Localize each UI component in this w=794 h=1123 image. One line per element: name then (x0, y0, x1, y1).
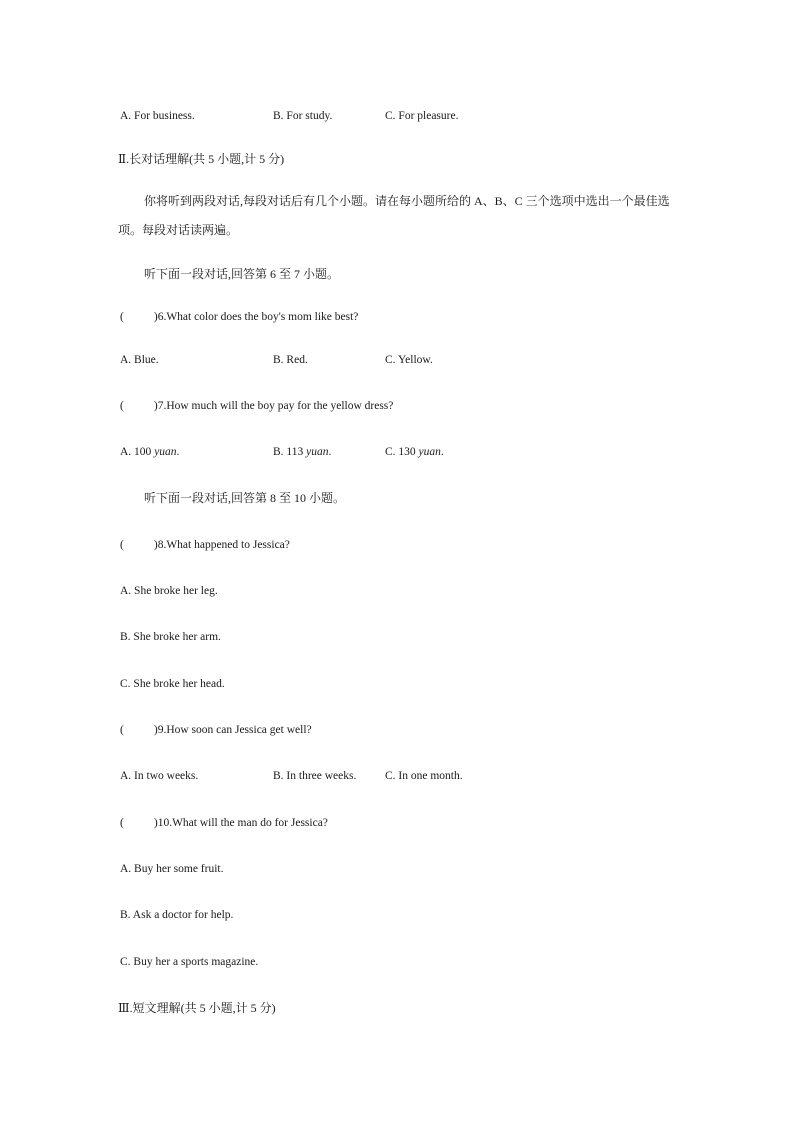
section3-heading: Ⅲ.短文理解(共 5 小题,计 5 分) (118, 1001, 276, 1015)
q5-option-c: C. For pleasure. (385, 110, 459, 122)
q9-option-c: C. In one month. (385, 770, 463, 782)
answer-paren-close: ) (153, 724, 158, 736)
q8-option-a: A. She broke her leg. (120, 585, 218, 597)
question-9-text: 9.How soon can Jessica get well? (157, 724, 312, 736)
q7-option-b-amount: B. 113 (273, 446, 307, 458)
q6-option-b: B. Red. (273, 354, 308, 366)
answer-paren-open: ( (120, 817, 124, 829)
answer-paren-open: ( (120, 539, 124, 551)
currency-unit: yuan (306, 446, 329, 458)
q5-option-b: B. For study. (273, 110, 333, 122)
answer-paren-open: ( (120, 400, 124, 412)
question-9 (120, 722, 312, 738)
q7-option-a-amount: A. 100 (120, 446, 155, 458)
q5-option-a: A. For business. (120, 110, 195, 122)
question-8 (120, 537, 290, 553)
q7-option-c (385, 444, 444, 460)
q7-option-a (120, 444, 179, 460)
q9-option-a: A. In two weeks. (120, 770, 199, 782)
answer-paren-close: ) (153, 311, 158, 323)
q10-option-a: A. Buy her some fruit. (120, 863, 224, 875)
q6-option-a: A. Blue. (120, 354, 159, 366)
q7-option-b (273, 444, 331, 460)
question-7-text: 7.How much will the boy pay for the yellow dress? (157, 400, 394, 412)
q7-option-c-period: . (440, 446, 444, 458)
answer-paren-open: ( (120, 311, 124, 323)
section2-heading: Ⅱ.长对话理解(共 5 小题,计 5 分) (118, 152, 285, 166)
answer-paren-close: ) (153, 400, 158, 412)
section2-instructions: 你将听到两段对话,每段对话后有几个小题。请在每小题所给的 A、B、C 三个选项中选出一个最佳选项。每段对话读两遍。 (118, 194, 670, 237)
answer-paren-open: ( (120, 724, 124, 736)
q9-option-b: B. In three weeks. (273, 770, 357, 782)
question-10-text: 10.What will the man do for Jessica? (157, 817, 328, 829)
question-10 (120, 815, 328, 831)
question-6 (120, 309, 358, 325)
currency-unit: yuan (418, 446, 441, 458)
question-8-text: 8.What happened to Jessica? (157, 539, 290, 551)
q8-option-b: B. She broke her arm. (120, 631, 221, 643)
dialogue1-intro: 听下面一段对话,回答第 6 至 7 小题。 (144, 267, 340, 281)
q10-option-c: C. Buy her a sports magazine. (120, 956, 259, 968)
answer-paren-close: ) (153, 539, 158, 551)
question-6-text: 6.What color does the boy's mom like best? (157, 311, 359, 323)
q7-option-a-period: . (176, 446, 180, 458)
question-7 (120, 398, 393, 414)
answer-paren-close: ) (153, 817, 158, 829)
currency-unit: yuan (154, 446, 177, 458)
q7-option-b-period: . (328, 446, 332, 458)
q7-option-c-amount: C. 130 (385, 446, 419, 458)
q6-option-c: C. Yellow. (385, 354, 433, 366)
q10-option-b: B. Ask a doctor for help. (120, 909, 234, 921)
q8-option-c: C. She broke her head. (120, 678, 225, 690)
dialogue2-intro: 听下面一段对话,回答第 8 至 10 小题。 (144, 491, 346, 505)
